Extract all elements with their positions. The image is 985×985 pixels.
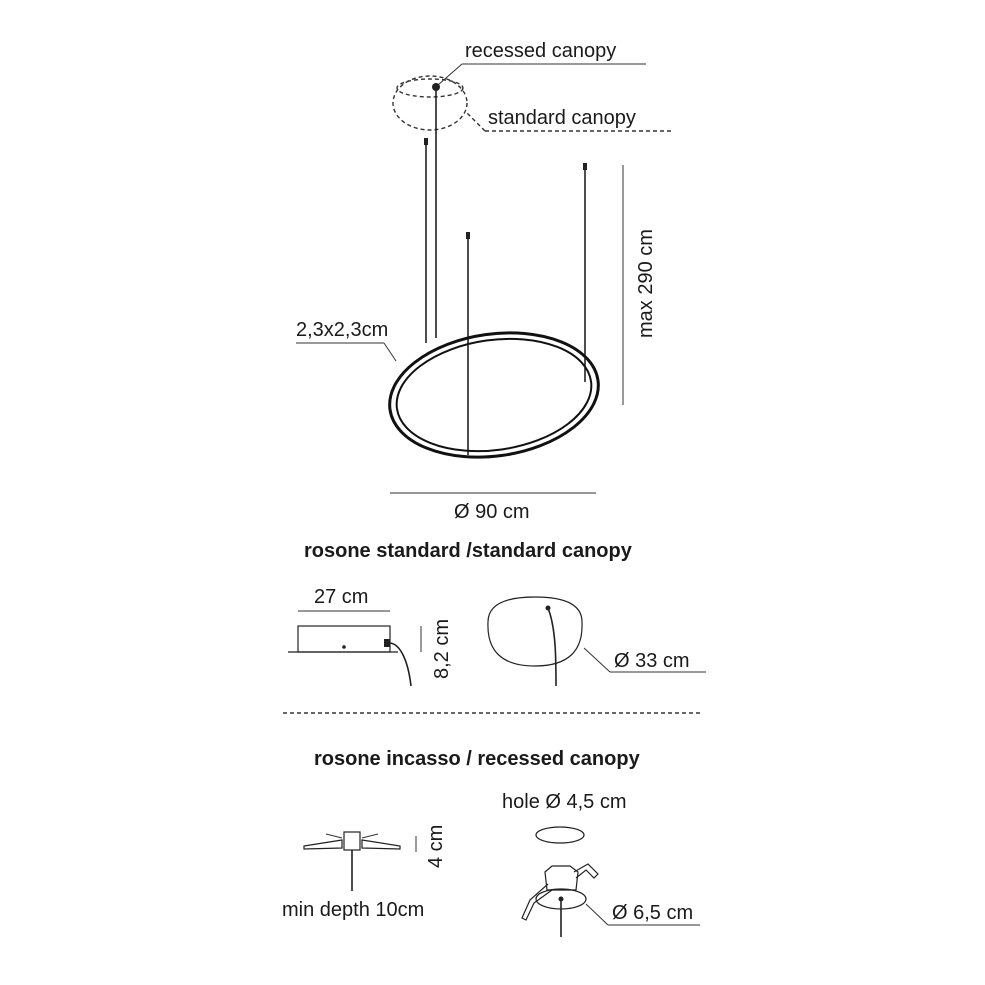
spring-clip-left — [326, 834, 342, 838]
cable-gland — [384, 639, 390, 647]
ring-inner — [389, 327, 598, 463]
standard-canopy-outline — [393, 76, 467, 130]
standard-canopy-leader — [466, 112, 485, 131]
std-diameter-label: Ø 33 cm — [614, 650, 690, 672]
profile-label: 2,3x2,3cm — [296, 319, 389, 341]
min-depth-label: min depth 10cm — [282, 899, 425, 921]
canopy-cable — [548, 608, 556, 686]
power-cable-side — [390, 643, 411, 686]
ring-outer — [382, 320, 607, 470]
standard-canopy-label: standard canopy — [488, 107, 636, 129]
height-label: max 290 cm — [635, 229, 657, 338]
standard-canopy-perspective — [488, 597, 706, 686]
hole-label: hole Ø 4,5 cm — [502, 791, 627, 813]
cable-anchor-center — [466, 232, 470, 239]
spring-clip-right — [362, 834, 378, 838]
canopy-disc-front — [488, 622, 582, 666]
ceiling-slab-left — [304, 840, 342, 849]
rec-diameter-label: Ø 6,5 cm — [612, 902, 694, 924]
standard-canopy-heading: rosone standard /standard canopy — [304, 540, 632, 562]
profile-leader-diagonal — [384, 343, 396, 361]
cable-anchor-right — [583, 163, 587, 170]
side-height-label: 8,2 cm — [431, 618, 453, 679]
recessed-housing-side — [344, 832, 360, 850]
pendant-ring-drawing — [296, 40, 672, 523]
standard-canopy-side-view — [288, 586, 453, 686]
canopy-screw — [342, 645, 346, 649]
recessed-canopy-leader — [438, 64, 462, 85]
recessed-canopy-perspective — [502, 791, 700, 937]
canopy-disc-back — [488, 597, 582, 622]
ceiling-slab-right — [362, 840, 400, 849]
housing-body — [545, 866, 578, 890]
diameter-label: Ø 90 cm — [454, 501, 530, 523]
cable-anchor-left — [424, 138, 428, 145]
rec-diameter-leader — [586, 904, 608, 925]
recessed-canopy-side-view — [282, 825, 447, 921]
width-label: 27 cm — [314, 586, 369, 608]
recessed-canopy-heading: rosone incasso / recessed canopy — [314, 748, 640, 770]
std-diameter-leader — [584, 648, 610, 672]
recessed-canopy-label: recessed canopy — [465, 40, 617, 62]
rec-height-label: 4 cm — [425, 824, 447, 868]
ceiling-hole — [536, 827, 584, 843]
